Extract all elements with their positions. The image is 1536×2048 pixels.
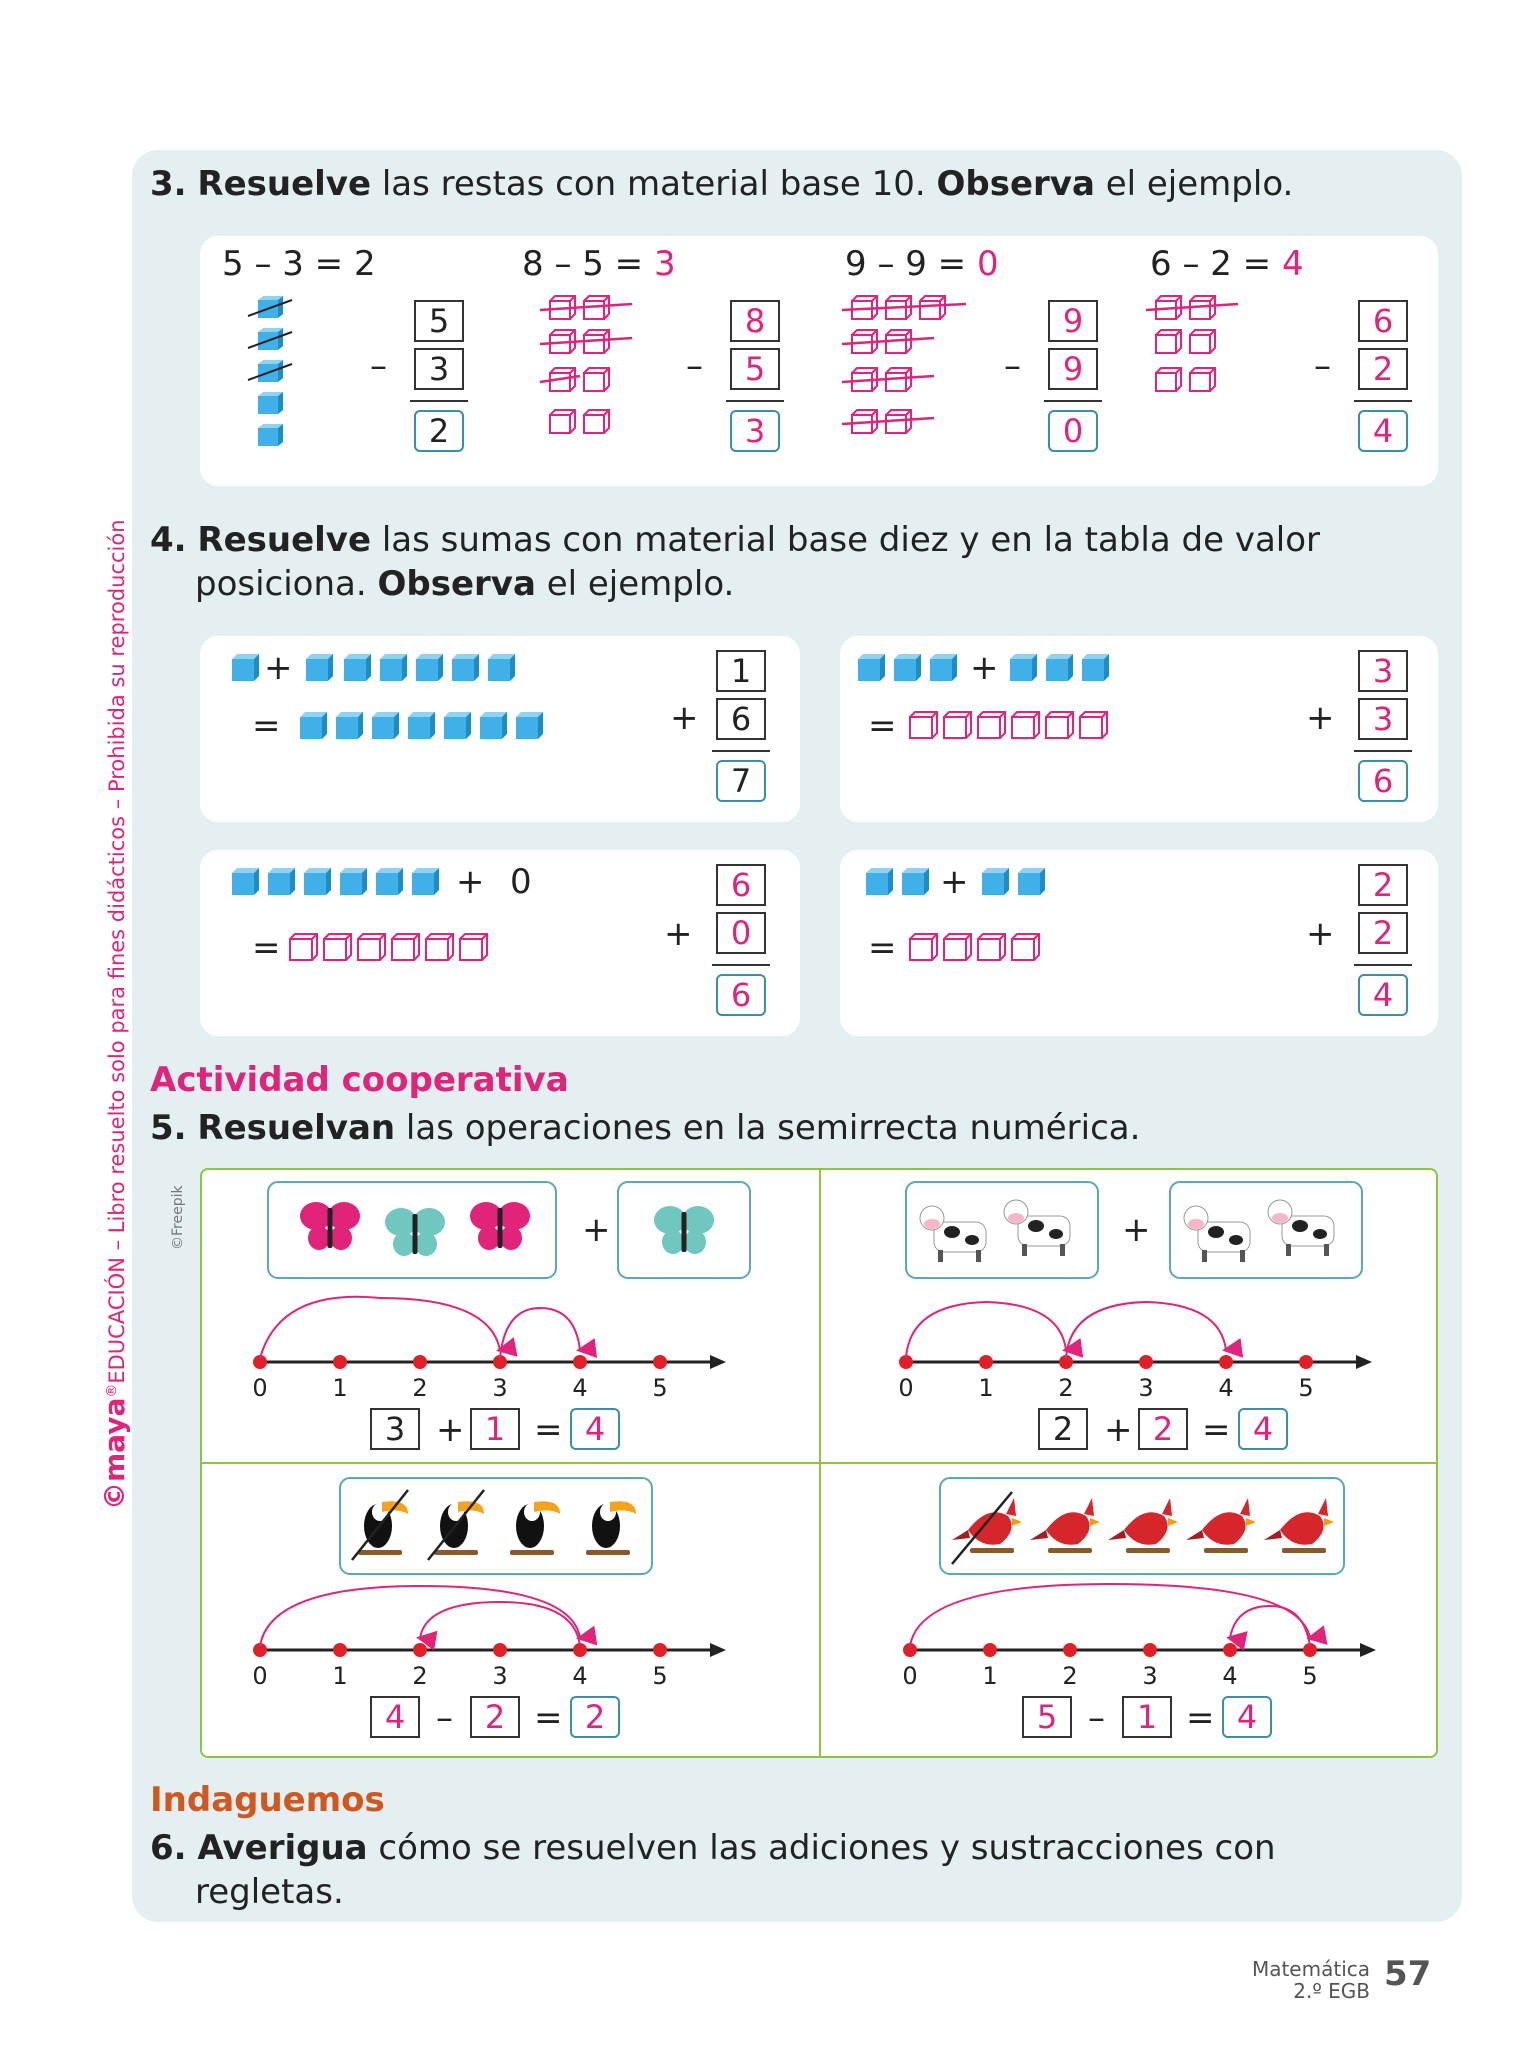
tick-label: 3: [492, 1374, 508, 1402]
equals-sign: =: [868, 928, 897, 968]
equation-text: 9 – 9 =: [845, 244, 977, 284]
exercise-4-heading: [150, 518, 1320, 606]
operand-box: 1: [1122, 1696, 1172, 1738]
operand-box: 5: [1022, 1696, 1072, 1738]
result-line: [1044, 400, 1102, 402]
addition-card-2: [840, 636, 1438, 822]
addition-card-3: [200, 850, 800, 1036]
tick-label: 1: [332, 1662, 348, 1690]
operand-box: 3: [370, 1408, 420, 1450]
copyright-side-note: [98, 519, 131, 1510]
equals-sign: =: [1202, 1410, 1231, 1450]
tick-label: 2: [1058, 1374, 1074, 1402]
plus-sign: +: [264, 648, 293, 688]
plus-sign: +: [436, 1410, 465, 1450]
subtraction-card: [200, 236, 1438, 486]
equals-sign: =: [252, 706, 281, 746]
exercise-text: las operaciones en la semirrecta numérica.: [395, 1108, 1141, 1148]
plus-sign: +: [970, 648, 999, 688]
addition-card-4: [840, 850, 1438, 1036]
result-line: [712, 750, 770, 752]
result-box: 4: [1238, 1408, 1288, 1450]
exercise-number: 4.: [150, 520, 187, 560]
tick-label: 4: [1218, 1374, 1234, 1402]
minus-sign: –: [436, 1698, 453, 1738]
minus-sign: –: [1004, 346, 1021, 386]
exercise-3-heading: [150, 162, 1293, 206]
plus-sign: +: [940, 862, 969, 902]
number-line-2: [899, 1302, 1372, 1369]
exercise-text: cómo se resuelven las adiciones y sustracciones con: [367, 1828, 1276, 1868]
result-line: [1354, 964, 1412, 966]
zero-addend: 0: [510, 862, 532, 902]
equation-text: 6 – 2 =: [1150, 244, 1282, 284]
base10-cubes-drawing: [840, 636, 1280, 822]
operand-box: 4: [370, 1696, 420, 1738]
result-box: 3: [730, 410, 780, 452]
plus-sign: +: [670, 698, 699, 738]
equals-sign: =: [1186, 1698, 1215, 1738]
tick-label: 0: [898, 1374, 914, 1402]
result-line: [1354, 750, 1412, 752]
side-note-text: EDUCACIÓN – Libro resuelto solo para fines didácticos – Prohibida su reproducción: [105, 519, 129, 1384]
footer-subject-block: [1200, 1958, 1370, 2002]
equals-sign: =: [868, 706, 897, 746]
result-line: [1354, 400, 1412, 402]
tick-label: 4: [572, 1374, 588, 1402]
plus-sign: +: [1104, 1410, 1133, 1450]
subtrahend-box: 2: [1358, 348, 1408, 390]
tick-label: 0: [252, 1374, 268, 1402]
exercise-text2: el ejemplo.: [1094, 164, 1294, 204]
number-line-1: [253, 1297, 726, 1369]
tick-label: 4: [1222, 1662, 1238, 1690]
exercise-text: las sumas con material base diez y en la tabla de valor: [371, 520, 1321, 560]
exercise-number: 6.: [150, 1828, 187, 1868]
subtrahend-box: 9: [1048, 348, 1098, 390]
equals-sign: =: [534, 1698, 563, 1738]
tick-label: 2: [412, 1374, 428, 1402]
exercise-text-line2: regletas.: [195, 1872, 344, 1912]
subtraction-equation-2: [522, 244, 676, 284]
subtrahend-box: 3: [414, 348, 464, 390]
minus-sign: –: [370, 346, 387, 386]
plus-sign: +: [1306, 914, 1335, 954]
exercise-text: las restas con material base 10.: [371, 164, 937, 204]
result-box: 2: [414, 410, 464, 452]
minuend-box: 6: [1358, 300, 1408, 342]
tick-label: 5: [1302, 1662, 1318, 1690]
exercise-number: 3.: [150, 164, 187, 204]
addend-box: 0: [716, 912, 766, 954]
result-box: 4: [1358, 410, 1408, 452]
addend-box: 3: [1358, 698, 1408, 740]
plus-sign: +: [456, 862, 485, 902]
tick-label: 1: [332, 1374, 348, 1402]
tick-label: 5: [652, 1662, 668, 1690]
tick-label: 3: [1138, 1374, 1154, 1402]
equation-answer: 0: [976, 244, 999, 284]
exercise-verb: Resuelve: [197, 164, 372, 204]
addend-box: 2: [1358, 864, 1408, 906]
page-number: 57: [1384, 1954, 1432, 1994]
equation-answer: 3: [653, 244, 676, 284]
result-box: 2: [570, 1696, 620, 1738]
subtrahend-box: 5: [730, 348, 780, 390]
exercise-verb2: Observa: [936, 164, 1095, 204]
tick-label: 2: [1062, 1662, 1078, 1690]
brand-name: ©maya: [98, 1397, 131, 1510]
base10-cubes-drawing: [840, 850, 1280, 1036]
addend-box: 6: [716, 698, 766, 740]
exercise-verb2: Observa: [377, 564, 536, 604]
subtraction-equation-4: [1150, 244, 1304, 284]
minus-sign: –: [686, 346, 703, 386]
equals-sign: =: [252, 928, 281, 968]
equation-answer: 4: [1281, 244, 1304, 284]
image-credit: ©Freepik: [170, 1185, 186, 1250]
operand-box: 1: [470, 1408, 520, 1450]
result-line: [712, 964, 770, 966]
tick-label: 0: [902, 1662, 918, 1690]
minus-sign: –: [1088, 1698, 1105, 1738]
plus-sign: +: [582, 1210, 611, 1250]
sum-box: 7: [716, 760, 766, 802]
tick-label: 2: [412, 1662, 428, 1690]
footer-grade: 2.º EGB: [1293, 1979, 1370, 2003]
operand-box: 2: [1038, 1408, 1088, 1450]
cooperative-activity-title: Actividad cooperativa: [150, 1060, 569, 1100]
plus-sign: +: [664, 914, 693, 954]
minuend-box: 8: [730, 300, 780, 342]
result-box: 0: [1048, 410, 1098, 452]
base10-cubes-drawing: [200, 286, 1438, 486]
exercise-number: 5.: [150, 1108, 187, 1148]
subtraction-equation-3: [845, 244, 999, 284]
result-box: 4: [1222, 1696, 1272, 1738]
exercise-verb: Resuelve: [197, 520, 372, 560]
subtraction-equation-1: 5 – 3 = 2: [222, 244, 376, 284]
minuend-box: 5: [414, 300, 464, 342]
footer-subject: Matemática: [1251, 1957, 1370, 1981]
addend-box: 1: [716, 650, 766, 692]
equation-text: 8 – 5 =: [522, 244, 654, 284]
plus-sign: +: [1306, 698, 1335, 738]
addend-box: 6: [716, 864, 766, 906]
tick-label: 5: [652, 1374, 668, 1402]
exercise-5-heading: [150, 1106, 1140, 1150]
tick-label: 1: [978, 1374, 994, 1402]
result-box: 4: [570, 1408, 620, 1450]
exercise-verb: Resuelvan: [197, 1108, 396, 1148]
tick-label: 0: [252, 1662, 268, 1690]
number-line-drawings: [200, 1168, 1438, 1758]
addend-box: 2: [1358, 912, 1408, 954]
exercise-text2: el ejemplo.: [535, 564, 735, 604]
inquiry-title: Indaguemos: [150, 1780, 385, 1820]
exercise-verb: Averigua: [197, 1828, 368, 1868]
exercise-6-heading: [150, 1826, 1276, 1914]
addend-box: 3: [1358, 650, 1408, 692]
exercise-text-line2: posiciona.: [195, 564, 378, 604]
operand-box: 2: [1138, 1408, 1188, 1450]
plus-sign: +: [1122, 1210, 1151, 1250]
sum-box: 6: [1358, 760, 1408, 802]
tick-label: 5: [1298, 1374, 1314, 1402]
registered-mark: ®: [104, 1383, 120, 1398]
minus-sign: –: [1314, 346, 1331, 386]
number-line-3: [253, 1586, 726, 1657]
result-line: [410, 400, 468, 402]
equals-sign: =: [534, 1410, 563, 1450]
minuend-box: 9: [1048, 300, 1098, 342]
tick-label: 3: [1142, 1662, 1158, 1690]
tick-label: 1: [982, 1662, 998, 1690]
tick-label: 3: [492, 1662, 508, 1690]
sum-box: 6: [716, 974, 766, 1016]
operand-box: 2: [470, 1696, 520, 1738]
addition-card-1: [200, 636, 800, 822]
tick-label: 4: [572, 1662, 588, 1690]
sum-box: 4: [1358, 974, 1408, 1016]
result-line: [726, 400, 784, 402]
number-line-4: [903, 1584, 1376, 1657]
